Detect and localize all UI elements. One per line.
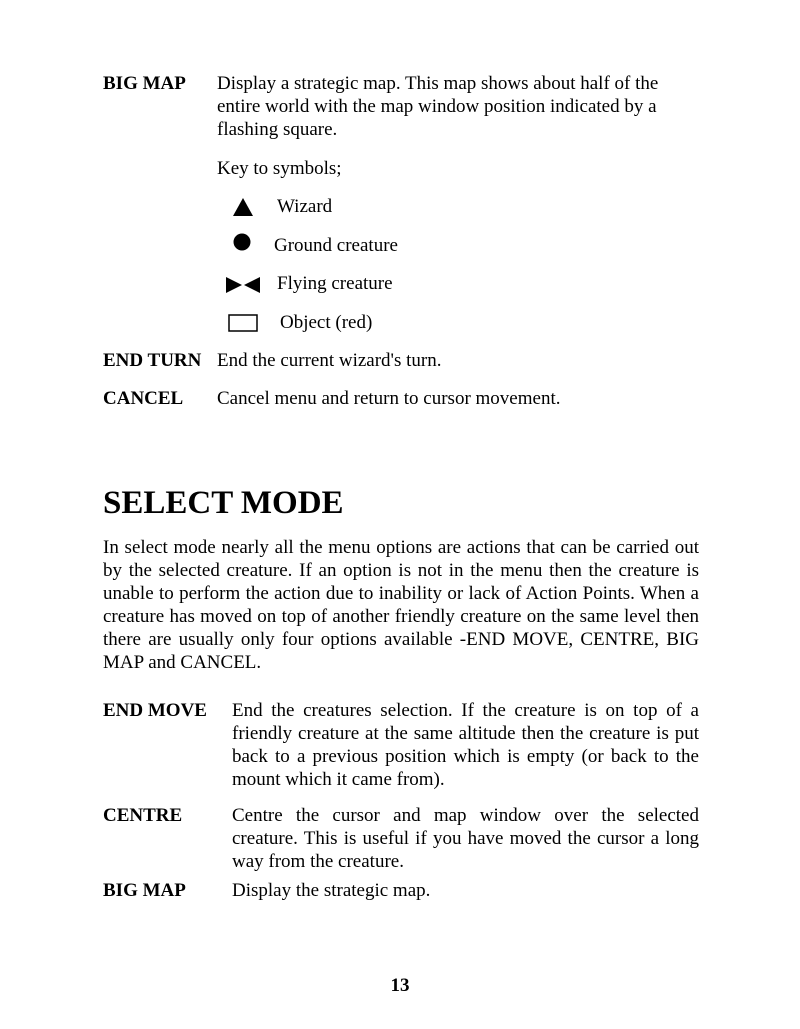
end-turn-description: End the current wizard's turn. — [217, 350, 442, 371]
term-cancel: CANCEL — [103, 388, 184, 409]
circle-icon — [233, 233, 251, 251]
triangle-icon — [232, 197, 254, 217]
select-mode-intro: In select mode nearly all the menu options are actions that can be carried out by the selected creature. If an option is not in the menu then the creature is unable to perform the action due to inability or lack of Action Points. When a creature has moved on top of another friendly creature on the same level then there are usually only four options available -END MOVE, CENTRE, BIG MAP and CANCEL. — [103, 537, 699, 673]
cancel-description: Cancel menu and return to cursor movement. — [217, 388, 561, 409]
big-map-description: Display a strategic map. This map shows about half of the entire world with the map window position indicated by a flashing square. — [217, 73, 659, 140]
symbol-label-object: Object (red) — [280, 312, 373, 333]
symbol-label-ground-creature: Ground creature — [274, 235, 398, 256]
centre-description: Centre the cursor and map window over the selected creature. This is useful if you have moved the cursor a long way from the creature. — [232, 805, 699, 872]
big-map-select-description: Display the strategic map. — [232, 880, 431, 901]
term-big-map-select: BIG MAP — [103, 880, 186, 901]
term-centre: CENTRE — [103, 805, 183, 826]
rectangle-icon — [228, 314, 258, 332]
section-heading-select-mode: SELECT MODE — [103, 485, 344, 521]
end-move-description: End the creatures selection. If the creature is on top of a friendly creature at the same altitude then the creature is put back to a previous position which is empty (or back to the mount which it came from). — [232, 700, 699, 790]
bowtie-icon — [225, 276, 261, 294]
term-end-move: END MOVE — [103, 700, 207, 721]
key-to-symbols-label: Key to symbols; — [217, 158, 342, 179]
term-big-map: BIG MAP — [103, 73, 186, 94]
term-end-turn: END TURN — [103, 350, 202, 371]
symbol-label-wizard: Wizard — [277, 196, 333, 217]
page-number: 13 — [390, 975, 410, 996]
symbol-label-flying-creature: Flying creature — [277, 273, 393, 294]
